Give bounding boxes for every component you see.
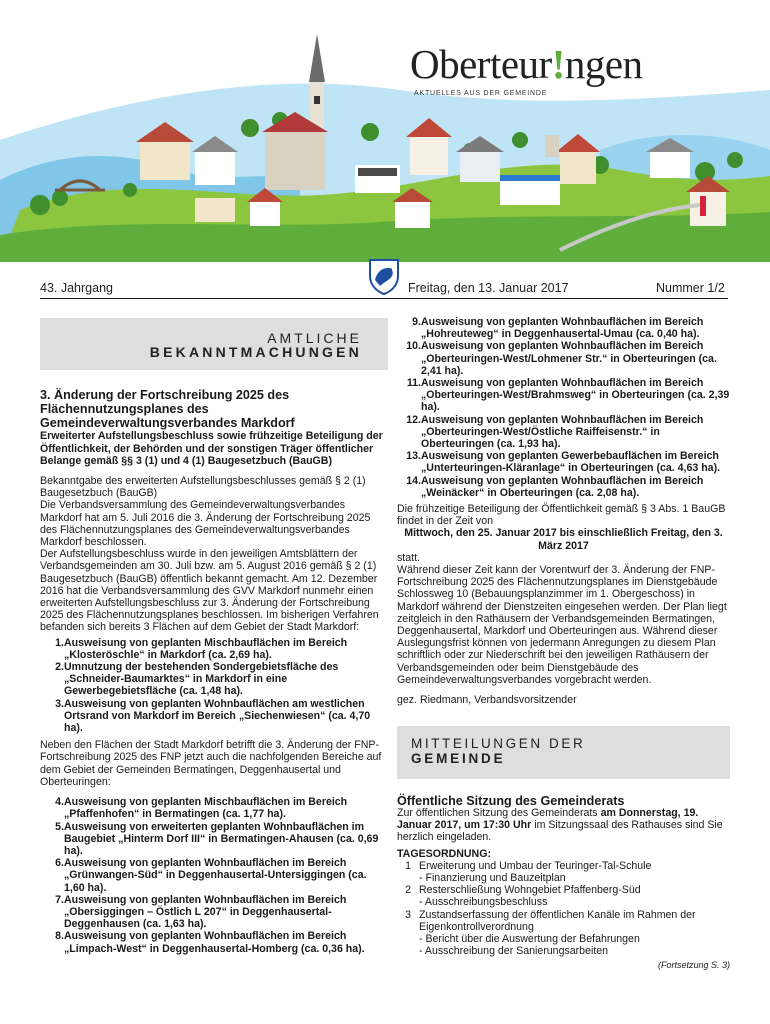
- paragraph-4: Die frühzeitige Beteiligung der Öffentlichkeit gemäß § 3 Abs. 1 BauGB findet in der Zeit von: [397, 503, 726, 528]
- section-banner-amtliche: [40, 318, 388, 370]
- coat-of-arms-icon: [364, 256, 404, 296]
- intro-paragraph: Bekanntgabe des erweiterten Aufstellungsbeschlusses gemäß § 2 (1) Baugesetzbuch (BauGB): [40, 475, 366, 500]
- article-subtitle: Erweiterter Aufstellungsbeschluss sowie frühzeitige Beteiligung der Öffentlichkeit, der Behörden und der sonstigen Träger öffentlicher Belange gemäß §§ 3 (1) und 4 (1) Baugesetzbuch (BauGB): [40, 430, 383, 467]
- list-item: 4.Ausweisung von geplanten Mischbauflächen im Bereich „Pfaffenhofen“ in Bermatingen (ca. 1,77 ha).: [55, 796, 348, 821]
- area-list-1: [40, 637, 388, 735]
- area-list-3: [397, 316, 730, 499]
- sitzung-date: am Donnerstag, 19. Januar 2017, um 17:30 Uhr: [397, 806, 699, 832]
- list-item: 9.Ausweisung von geplanten Wohnbauflächen im Bereich „Hohreuteweg“ in Deggenhausertal-Umau (ca. 0,40 ha).: [412, 316, 704, 341]
- paragraph-3: Neben den Flächen der Stadt Markdorf betrifft die 3. Änderung der FNP-Fortschreibung 2025 des FNP jetzt auch die nachfolgenden Bereiche auf dem Gebiet der Gemeinden Bermatingen, Deggenhausertal und Oberteuringen:: [40, 739, 382, 788]
- paragraph-5: Während dieser Zeit kann der Vorentwurf der 3. Änderung der FNP-Fortschreibung 2025 des Flächennutzungsplanes im Dienstgebäude Schlossweg 10 (Bebauungsplanzimmer im 1. Obergeschoss) in Markdorf während der Dienstzeiten eingesehen werden. Der Plan liegt zeitgleich in den Rathäusern der Verbandsgemeinden Bermatingen, Deggenhausertal, Markdorf und Oberteuringen aus. Während dieser Auslegungsfrist können von jedermann Anregungen zu diesem Plan schriftlich oder zur Niederschrift bei den jeweiligen Rathäusern der Verbandsgemeinden oder beim Dienstgebäude des Gemeindeverwaltungsverbandes vorgebracht werden.: [397, 564, 727, 686]
- sitzung-title: Öffentliche Sitzung des Gemeinderats: [397, 793, 625, 808]
- agenda-label: TAGESORDNUNG:: [397, 847, 491, 860]
- issue-date: Freitag, den 13. Januar 2017: [408, 281, 569, 295]
- tagline: AKTUELLES AUS DER GEMEINDE: [414, 90, 548, 97]
- list-item: 12.Ausweisung von geplanten Wohnbauflächen im Bereich „Oberteuringen-West/Östliche Raiffeisenstr.“ in Oberteuringen (ca. 1,93 ha).: [406, 413, 704, 451]
- list-item: 5.Ausweisung von erweiterten geplanten Wohnbauflächen im Baugebiet „Hinterm Dorf III“ in Bermatingen-Ahausen (ca. 0,69 ha).: [55, 820, 379, 857]
- logo-text-right: ngen: [564, 41, 643, 87]
- list-item: 6.Ausweisung von geplanten Wohnbauflächen im Bereich „Grünwangen-Süd“ in Deggenhausertal-Untersiggingen (ca. 1,60 ha).: [55, 857, 367, 894]
- logo: [410, 40, 643, 88]
- paragraph-2: Der Aufstellungsbeschluss wurde in den jeweiligen Amtsblättern der Verbandsgemeinden am 30. Juli bzw. am 5. August 2016 gemäß § 2 (1) Baugesetzbuch (BauGB) öffentlich bekannt gemacht. Am 12. Dezember 2016 hat die Verbandsversammlung des GVV Markdorf nunmehr einen erweiterten Aufstellungsbeschluss zur 3. Änderung der Fortschreibung 2025 des Flächennutzungsplanes beschlossen. Im bisherigen Verfahren befanden sich bereits 3 Flächen auf dem Gebiet der Stadt Markdorf:: [40, 548, 379, 634]
- article-title: 3. Änderung der Fortschreibung 2025 des Flächennutzungsplanes des Gemeindeverwaltungsverbandes Markdorf: [40, 388, 295, 431]
- statt-text: statt.: [397, 551, 420, 564]
- agenda-item: 3 Zustandserfassung der öffentlichen Kanäle im Rahmen der Eigenkontrollverordnung - Bericht über die Auswertung der Befahrungen - Ausschreibung der Sanierungsarbeiten: [405, 908, 696, 958]
- list-item: 7.Ausweisung von geplanten Wohnbauflächen im Bereich „Obersiggingen – Östlich L 207“ in Deggenhausertal-Deggenhausen (ca. 1,63 ha).: [55, 893, 347, 931]
- issue-number: Nummer 1/2: [656, 281, 725, 295]
- sitzung-invitation: Zur öffentlichen Sitzung des Gemeinderats am Donnerstag, 19. Januar 2017, um 17:30 Uhr im Sitzungssaal des Rathauses sind Sie herzlich eingeladen.: [397, 806, 723, 844]
- section-banner-mitteilungen: [397, 726, 730, 778]
- list-item: 14.Ausweisung von geplanten Wohnbauflächen im Bereich „Weinäcker“ in Oberteuringen (ca. 2,08 ha).: [406, 474, 704, 499]
- list-item: 11.Ausweisung von geplanten Wohnbauflächen im Bereich „Oberteuringen-West/Brahmsweg“ in Oberteuringen (ca. 2,39 ha).: [406, 377, 730, 414]
- continued-note: (Fortsetzung S. 3): [657, 960, 730, 971]
- masthead: [0, 0, 770, 262]
- agenda-list: [397, 860, 730, 958]
- banner-line1: AMTLICHE: [267, 330, 362, 346]
- list-item: 1.Ausweisung von geplanten Mischbauflächen im Bereich „Klosteröschle“ in Markdorf (ca. 2,69 ha).: [55, 636, 348, 661]
- agenda-item: 2 Resterschließung Wohngebiet Pfaffenberg-Süd - Ausschreibungsbeschluss: [405, 884, 641, 909]
- logo-text-left: Oberteur: [410, 41, 552, 87]
- town-illustration: [0, 0, 770, 262]
- left-column: [40, 318, 388, 955]
- area-list-2: [40, 796, 388, 955]
- header-rule: [40, 298, 728, 299]
- paragraph-1: Die Verbandsversammlung des Gemeindeverwaltungsverbandes Markdorf hat am 5. Juli 2016 die 3. Änderung der Fortschreibung 2025 des Flächennutzungsplanes des Gemeindeverwaltungsverbandes Markdorf beschlossen.: [40, 499, 371, 549]
- participation-dates: Mittwoch, den 25. Januar 2017 bis einschließlich Freitag, den 3. März 2017: [404, 527, 723, 552]
- right-column: [397, 316, 730, 972]
- signature: gez. Riedmann, Verbandsvorsitzender: [397, 694, 577, 707]
- banner-line1: MITTEILUNGEN DER: [411, 736, 586, 752]
- list-item: 2.Umnutzung der bestehenden Sondergebietsfläche des „Schneider-Baumarktes“ in Markdorf in eine Gewerbegebietsfläche (ca. 1,48 ha).: [55, 661, 339, 698]
- list-item: 3.Ausweisung von geplanten Wohnbauflächen am westlichen Ortsrand von Markdorf im Bereich „Siechenwiesen“ (ca. 4,70 ha).: [55, 697, 371, 735]
- list-item: 8.Ausweisung von geplanten Wohnbauflächen im Bereich „Limpach-West“ in Deggenhausertal-Homberg (ca. 0,36 ha).: [55, 930, 365, 955]
- banner-line2: BEKANNTMACHUNGEN: [149, 344, 362, 361]
- volume: 43. Jahrgang: [40, 281, 113, 295]
- list-item: 10.Ausweisung von geplanten Wohnbauflächen im Bereich „Oberteuringen-West/Lohmener Str.“ in Oberteuringen (ca. 2,41 ha).: [406, 340, 717, 377]
- list-item: 13.Ausweisung von geplanten Gewerbebauflächen im Bereich „Unterteuringen-Kläranlage“ in Oberteuringen (ca. 4,63 ha).: [406, 450, 721, 475]
- banner-line2: GEMEINDE: [411, 750, 506, 766]
- logo-exclamation-icon: !: [551, 41, 565, 87]
- agenda-item: 1 Erweiterung und Umbau der Teuringer-Tal-Schule - Finanzierung und Bauzeitplan: [405, 859, 652, 884]
